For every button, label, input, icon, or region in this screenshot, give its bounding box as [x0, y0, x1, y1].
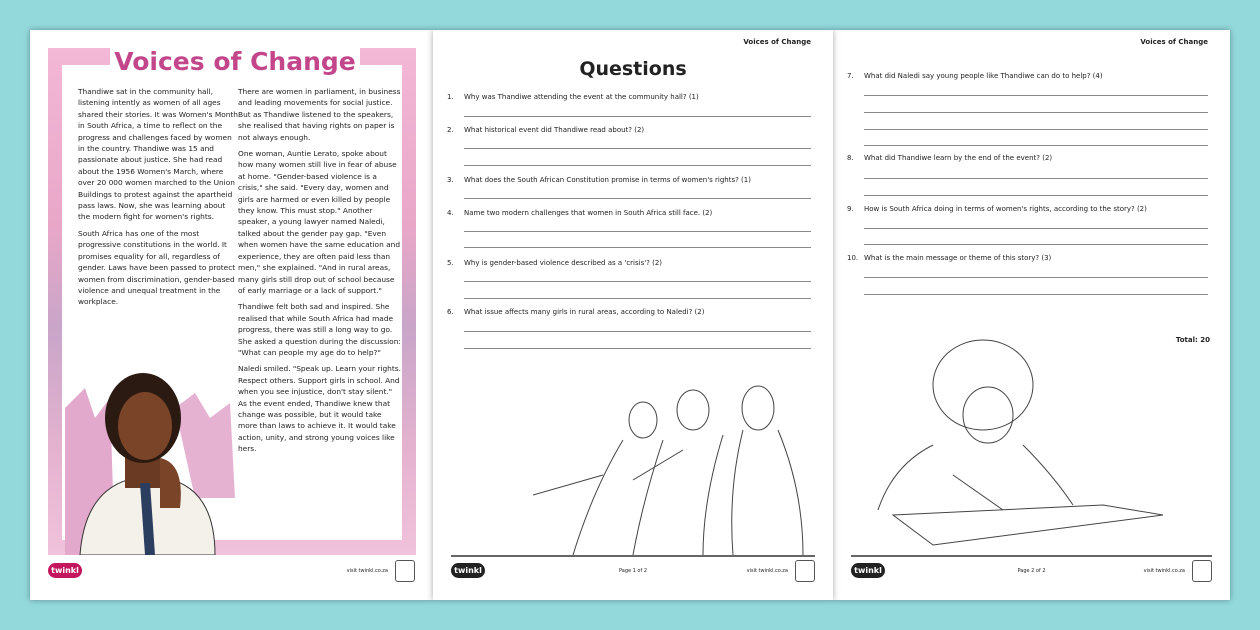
quality-badge-icon: [395, 560, 415, 582]
question-text: Name two modern challenges that women in South Africa still face. (2): [464, 209, 713, 217]
visit-link[interactable]: visit twinkl.co.za: [746, 568, 788, 574]
paragraph: One woman, Auntie Lerato, spoke about how many women still live in fear of abuse at home. "Gender-based violence is a crisis," she said. "Every day, women and girls are harmed or even killed by people they know. This must stop." Another speaker, a young lawyer named Naledi, talked about the gender pay gap. "Even when women have the same education and experience, they are often paid less than men," she explained. "And in rural areas, many girls still drop out of school because of early marriage or a lack of support.": [238, 149, 401, 295]
answer-line[interactable]: [464, 165, 811, 166]
paragraph: Thandiwe sat in the community hall, listening intently as women of all ages shared their stories. It was Women's Month in South Africa, a time to reflect on the progress and challenges faced by women in the country. Thandiwe was 15 and passionate about justice. She had read about the 1956 Women's March, where over 20 000 women marched to the Union Buildings to protest against the apartheid pass laws. Now, she was learning about the modern fight for women's rights.: [78, 87, 238, 222]
question-number: 1.: [447, 93, 454, 101]
answer-line[interactable]: [864, 145, 1208, 146]
question-3: [447, 176, 811, 184]
question-number: 6.: [447, 308, 454, 316]
question-number: 9.: [847, 205, 854, 213]
question-text: How is South Africa doing in terms of women's rights, according to the story? (2): [864, 205, 1147, 213]
story-column-2: [238, 86, 402, 460]
twinkl-logo[interactable]: twinkl: [48, 563, 82, 578]
answer-line[interactable]: [464, 198, 811, 199]
worksheet-page-questions-1: [433, 30, 833, 600]
answer-line[interactable]: [864, 112, 1208, 113]
answer-line[interactable]: [464, 281, 811, 282]
answer-line[interactable]: [864, 178, 1208, 179]
question-6: [447, 308, 811, 316]
questions-title: Questions: [579, 58, 687, 80]
girl-writing-illustration: [873, 335, 1163, 550]
answer-line[interactable]: [464, 247, 811, 248]
women-marching-illustration: [533, 380, 813, 555]
question-number: 4.: [447, 209, 454, 217]
question-text: What does the South African Constitution promise in terms of women's rights? (1): [464, 176, 751, 184]
question-number: 7.: [847, 72, 854, 80]
answer-line[interactable]: [864, 129, 1208, 130]
quality-badge-icon: [1192, 560, 1212, 582]
question-9: [847, 205, 1208, 213]
question-4: [447, 209, 811, 217]
page-header: Voices of Change: [1140, 38, 1208, 46]
question-text: Why was Thandiwe attending the event at the community hall? (1): [464, 93, 699, 101]
quality-badge-icon: [795, 560, 815, 582]
answer-line[interactable]: [464, 298, 811, 299]
story-column-1: [78, 86, 238, 313]
question-number: 3.: [447, 176, 454, 184]
page-number: Page 1 of 2: [618, 568, 648, 574]
answer-line[interactable]: [864, 244, 1208, 245]
twinkl-logo[interactable]: twinkl: [451, 563, 485, 578]
question-text: What did Naledi say young people like Thandiwe can do to help? (4): [864, 72, 1103, 80]
answer-line[interactable]: [464, 148, 811, 149]
answer-line[interactable]: [464, 116, 811, 117]
question-8: [847, 154, 1208, 162]
question-number: 5.: [447, 259, 454, 267]
answer-line[interactable]: [464, 231, 811, 232]
footer-divider: [851, 555, 1212, 557]
answer-line[interactable]: [864, 95, 1208, 96]
story-title: Voices of Change: [110, 44, 360, 80]
question-text: What historical event did Thandiwe read about? (2): [464, 126, 645, 134]
question-1: [447, 93, 811, 101]
worksheet-page-questions-2: [833, 30, 1230, 600]
paragraph: South Africa has one of the most progressive constitutions in the world. It promises equality for all, regardless of gender. Laws have been passed to protect women from discrimination, gender-based violence and unequal treatment in the workplace.: [78, 228, 236, 307]
twinkl-logo[interactable]: twinkl: [851, 563, 885, 578]
answer-line[interactable]: [864, 294, 1208, 295]
footer-divider: [451, 555, 815, 557]
answer-line[interactable]: [864, 228, 1208, 229]
answer-line[interactable]: [864, 277, 1208, 278]
question-text: What is the main message or theme of this story? (3): [864, 254, 1052, 262]
question-number: 2.: [447, 126, 454, 134]
visit-link[interactable]: visit twinkl.co.za: [346, 568, 388, 574]
question-2: [447, 126, 811, 134]
page-header: Voices of Change: [743, 38, 811, 46]
visit-link[interactable]: visit twinkl.co.za: [1143, 568, 1185, 574]
question-10: [847, 254, 1208, 262]
question-5: [447, 259, 811, 267]
question-number: 10.: [847, 254, 859, 262]
question-7: [847, 72, 1208, 80]
answer-line[interactable]: [864, 195, 1208, 196]
question-number: 8.: [847, 154, 854, 162]
paragraph: Thandiwe felt both sad and inspired. She realised that while South Africa had made progress, there was still a long way to go. She asked a question during the discussion: "What can people my age do to help?": [238, 302, 401, 357]
page-number: Page 2 of 2: [1017, 568, 1046, 574]
answer-line[interactable]: [464, 348, 811, 349]
question-text: What did Thandiwe learn by the end of the event? (2): [864, 154, 1053, 162]
girl-illustration: [65, 348, 235, 555]
paragraph: Naledi smiled. "Speak up. Learn your rights. Respect others. Support girls in school. And when you see injustice, don't stay silent." As the event ended, Thandiwe knew that change was possible, but it would take more than laws to achieve it. It would take action, unity, and strong young voices like hers.: [238, 364, 401, 454]
paragraph: There are women in parliament, in business and leading movements for social justice. But as Thandiwe listened to the speakers, she realised that having rights on paper is not always enough.: [238, 87, 401, 142]
answer-line[interactable]: [464, 331, 811, 332]
worksheet-page-story: [30, 30, 433, 600]
question-text: What issue affects many girls in rural areas, according to Naledi? (2): [464, 308, 705, 316]
question-text: Why is gender-based violence described as a 'crisis'? (2): [464, 259, 663, 267]
total-marks: Total: 20: [1175, 336, 1210, 344]
